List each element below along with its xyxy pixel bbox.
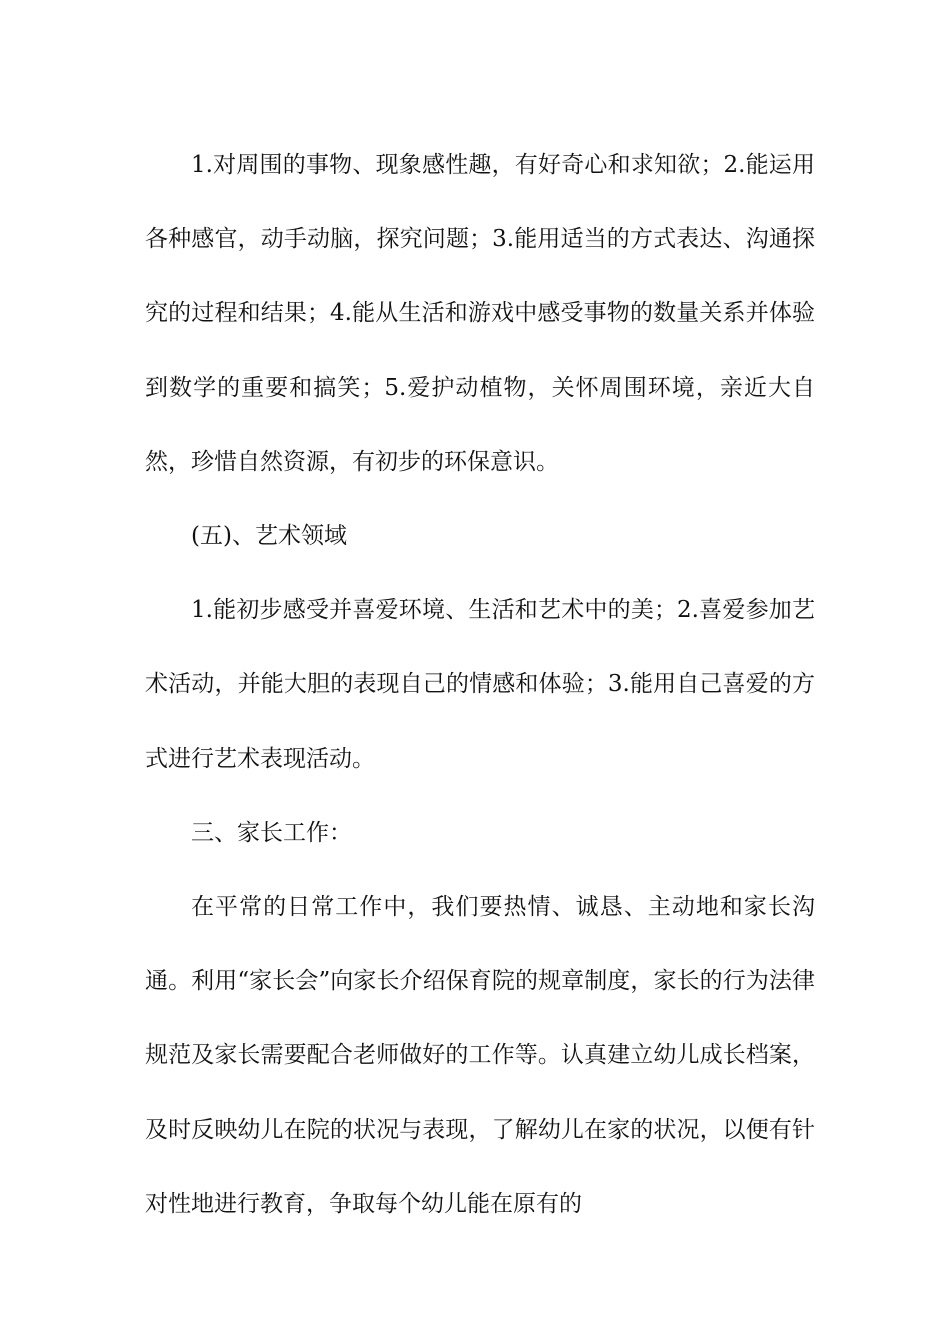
section-heading-parent-work: 三、家长工作： xyxy=(191,819,352,846)
section-heading-art: (五)、艺术领域 xyxy=(191,523,347,550)
document-body xyxy=(145,128,815,1241)
paragraph-parent-work: 在平常的日常工作中，我们要热情、诚恳、主动地和家长沟通。利用“家长会”向家长介绍保育院的规章制度，家长的行为法律规范及家长需要配合老师做好的工作等。认真建立幼儿成长档案，及时反映幼儿在院的状况与表现，了解幼儿在家的状况，以便有针对性地进行教育，争取每个幼儿能在原有的 xyxy=(145,894,815,1217)
paragraph-art-goals: 1.能初步感受并喜爱环境、生活和艺术中的美；2.喜爱参加艺术活动，并能大胆的表现自己的情感和体验；3.能用自己喜爱的方式进行艺术表现活动。 xyxy=(145,597,815,772)
paragraph-science-goals: 1.对周围的事物、现象感性趣，有好奇心和求知欲；2.能运用各种感官，动手动脑，探究问题；3.能用适当的方式表达、沟通探究的过程和结果；4.能从生活和游戏中感受事物的数量关系并体验到数学的重要和搞笑；5.爱护动植物，关怀周围环境，亲近大自然，珍惜自然资源，有初步的环保意识。 xyxy=(145,152,815,475)
